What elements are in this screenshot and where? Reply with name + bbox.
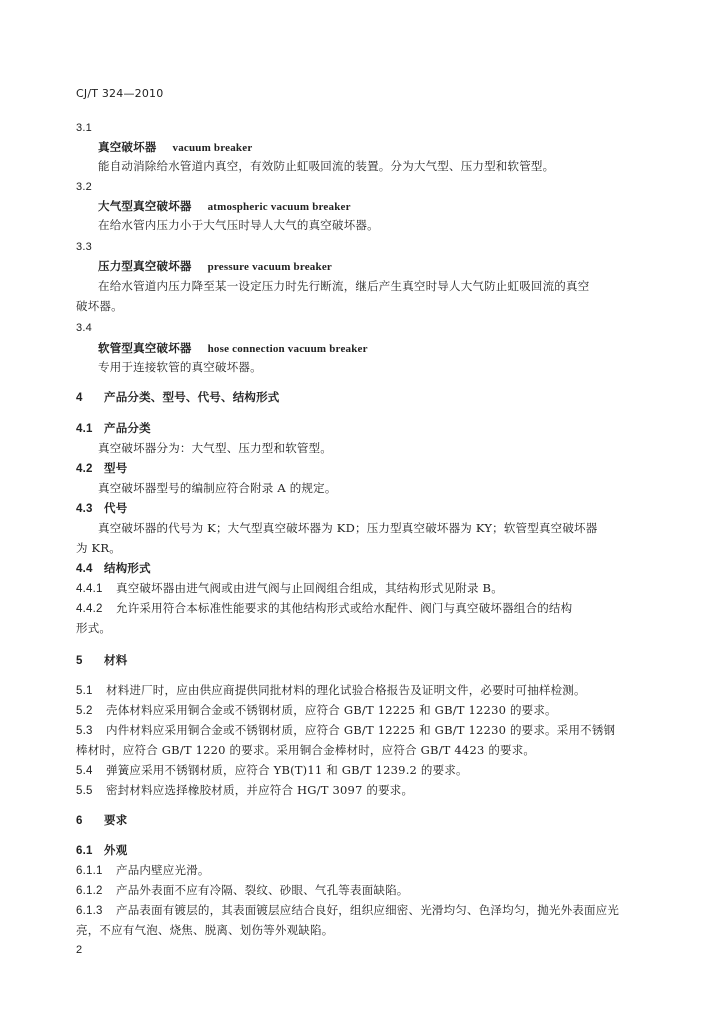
clause (76, 782, 413, 799)
term-cn: 压力型真空破坏器 (98, 259, 192, 273)
term-definition-continued: 破坏器。 (76, 299, 123, 313)
clause-number: 5.5 (76, 785, 93, 797)
paragraph: 真空破坏器的代号为 K；大气型真空破坏器为 KD；压力型真空破坏器为 KY；软管型真空破坏器 (98, 521, 598, 535)
section-heading (76, 812, 127, 829)
clause-number: 4.4.2 (76, 603, 103, 615)
clause-number: 6.1.1 (76, 865, 103, 877)
term-heading (98, 258, 332, 275)
subsection-title: 产品分类 (104, 421, 151, 435)
term-cn: 真空破坏器 (98, 140, 157, 154)
clause (76, 762, 468, 779)
subsection-number: 4.2 (76, 463, 93, 475)
page-number: 2 (76, 944, 83, 956)
term-heading (98, 198, 351, 215)
clause-text: 内件材料应采用铜合金或不锈钢材质，应符合 GB/T 12225 和 GB/T 12230 的要求。采用不锈钢 (106, 723, 616, 737)
term-cn: 大气型真空破坏器 (98, 199, 192, 213)
clause (76, 600, 572, 617)
subsection-heading (76, 420, 151, 437)
clause-continued: 形式。 (76, 621, 112, 635)
subsection-number: 6.1 (76, 845, 93, 857)
subsection-heading (76, 560, 151, 577)
clause-number: 5.4 (76, 765, 93, 777)
standard-code: CJ/T 324—2010 (76, 87, 164, 100)
section-title: 要求 (104, 813, 128, 827)
subsection-heading (76, 500, 127, 517)
subsection-number: 4.3 (76, 503, 93, 515)
subsection-title: 结构形式 (104, 561, 151, 575)
clause-number: 4.4.1 (76, 583, 103, 595)
clause (76, 862, 210, 879)
section-title: 产品分类、型号、代号、结构形式 (104, 390, 280, 404)
clause (76, 702, 557, 719)
term-heading (98, 340, 368, 357)
term-definition: 能自动消除给水管道内真空，有效防止虹吸回流的装置。分为大气型、压力型和软管型。 (98, 159, 555, 173)
term-definition: 在给水管内压力小于大气压时导人大气的真空破坏器。 (98, 218, 379, 232)
section-number: 6 (76, 815, 83, 827)
clause-continued: 亮，不应有气泡、烧焦、脱离、划伤等外观缺陷。 (76, 923, 334, 937)
clause (76, 682, 586, 699)
paragraph-continued: 为 KR。 (76, 541, 121, 555)
clause-number: 3.4 (76, 322, 92, 334)
subsection-heading (76, 460, 127, 477)
clause-number: 5.1 (76, 685, 93, 697)
clause (76, 580, 503, 597)
clause-text: 真空破坏器由进气阀或由进气阀与止回阀组合组成，其结构形式见附录 B。 (116, 581, 503, 595)
subsection-title: 型号 (104, 461, 128, 475)
clause (76, 882, 409, 899)
clause-number: 3.2 (76, 181, 92, 193)
term-definition: 专用于连接软管的真空破坏器。 (98, 360, 262, 374)
clause-number: 3.1 (76, 122, 92, 134)
clause-text: 允许采用符合本标准性能要求的其他结构形式或给水配件、阀门与真空破坏器组合的结构 (116, 601, 573, 615)
term-en: hose connection vacuum breaker (207, 343, 368, 355)
section-number: 4 (76, 392, 83, 404)
section-heading (76, 652, 127, 669)
clause-number: 6.1.3 (76, 905, 103, 917)
term-heading (98, 139, 252, 156)
subsection-number: 4.1 (76, 423, 93, 435)
paragraph: 真空破坏器型号的编制应符合附录 A 的规定。 (98, 481, 337, 495)
section-title: 材料 (104, 653, 128, 667)
clause (76, 722, 615, 739)
subsection-heading (76, 842, 127, 859)
subsection-title: 外观 (104, 843, 128, 857)
subsection-number: 4.4 (76, 563, 93, 575)
clause-text: 弹簧应采用不锈钢材质，应符合 YB(T)11 和 GB/T 1239.2 的要求。 (106, 763, 468, 777)
term-cn: 软管型真空破坏器 (98, 341, 192, 355)
clause-number: 6.1.2 (76, 885, 103, 897)
subsection-title: 代号 (104, 501, 128, 515)
paragraph: 真空破坏器分为：大气型、压力型和软管型。 (98, 441, 332, 455)
section-heading (76, 389, 280, 406)
term-en: atmospheric vacuum breaker (207, 201, 351, 213)
clause-text: 产品表面有镀层的，其表面镀层应结合良好，组织应细密、光滑均匀、色泽均匀，抛光外表面应光 (116, 903, 620, 917)
clause-continued: 棒材时，应符合 GB/T 1220 的要求。采用铜合金棒材时，应符合 GB/T 4423 的要求。 (76, 743, 536, 757)
clause-number: 5.3 (76, 725, 93, 737)
term-en: vacuum breaker (172, 142, 253, 154)
term-en: pressure vacuum breaker (207, 261, 332, 273)
clause (76, 902, 619, 919)
clause-text: 材料进厂时，应由供应商提供同批材料的理化试验合格报告及证明文件，必要时可抽样检测。 (106, 683, 586, 697)
clause-number: 5.2 (76, 705, 93, 717)
clause-text: 密封材料应选择橡胶材质，并应符合 HG/T 3097 的要求。 (106, 783, 414, 797)
clause-text: 壳体材料应采用铜合金或不锈钢材质，应符合 GB/T 12225 和 GB/T 12230 的要求。 (106, 703, 557, 717)
section-number: 5 (76, 655, 83, 667)
clause-text: 产品外表面不应有冷隔、裂纹、砂眼、气孔等表面缺陷。 (116, 883, 409, 897)
term-definition: 在给水管道内压力降至某一设定压力时先行断流，继后产生真空时导人大气防止虹吸回流的真空 (98, 279, 590, 293)
clause-number: 3.3 (76, 241, 92, 253)
clause-text: 产品内壁应光滑。 (116, 863, 210, 877)
